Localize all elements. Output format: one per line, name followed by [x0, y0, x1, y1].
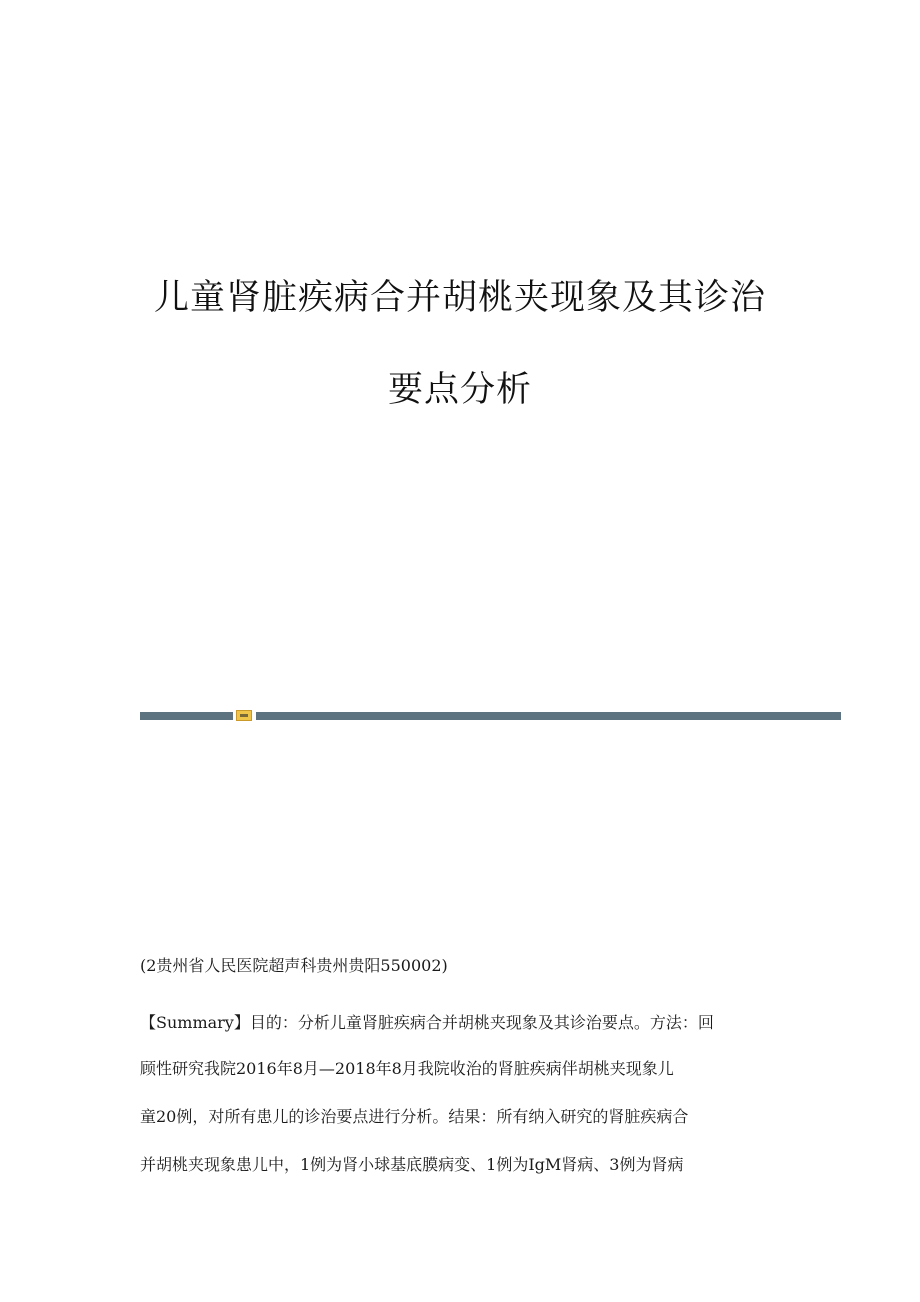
document-title-line-2: 要点分析	[387, 370, 532, 410]
summary-line: 童20例，对所有患儿的诊治要点进行分析。结果：所有纳入研究的肾脏疾病合	[140, 1107, 689, 1126]
summary-line: 【Summary】目的：分析儿童肾脏疾病合并胡桃夹现象及其诊治要点。方法：回	[140, 1013, 714, 1032]
document-title-line-1: 儿童肾脏疾病合并胡桃夹现象及其诊治	[153, 278, 766, 318]
divider-ornament-icon	[236, 710, 252, 721]
author-affiliation: (2贵州省人民医院超声科贵州贵阳550002)	[140, 956, 448, 975]
section-divider	[140, 712, 841, 720]
divider-bar-right	[256, 712, 841, 720]
divider-bar-left	[140, 712, 233, 720]
summary-line: 顾性研究我院2016年8月—2018年8月我院收治的肾脏疾病伴胡桃夹现象儿	[140, 1059, 674, 1078]
summary-line: 并胡桃夹现象患儿中，1例为肾小球基底膜病变、1例为IgM肾病、3例为肾病	[140, 1155, 684, 1174]
